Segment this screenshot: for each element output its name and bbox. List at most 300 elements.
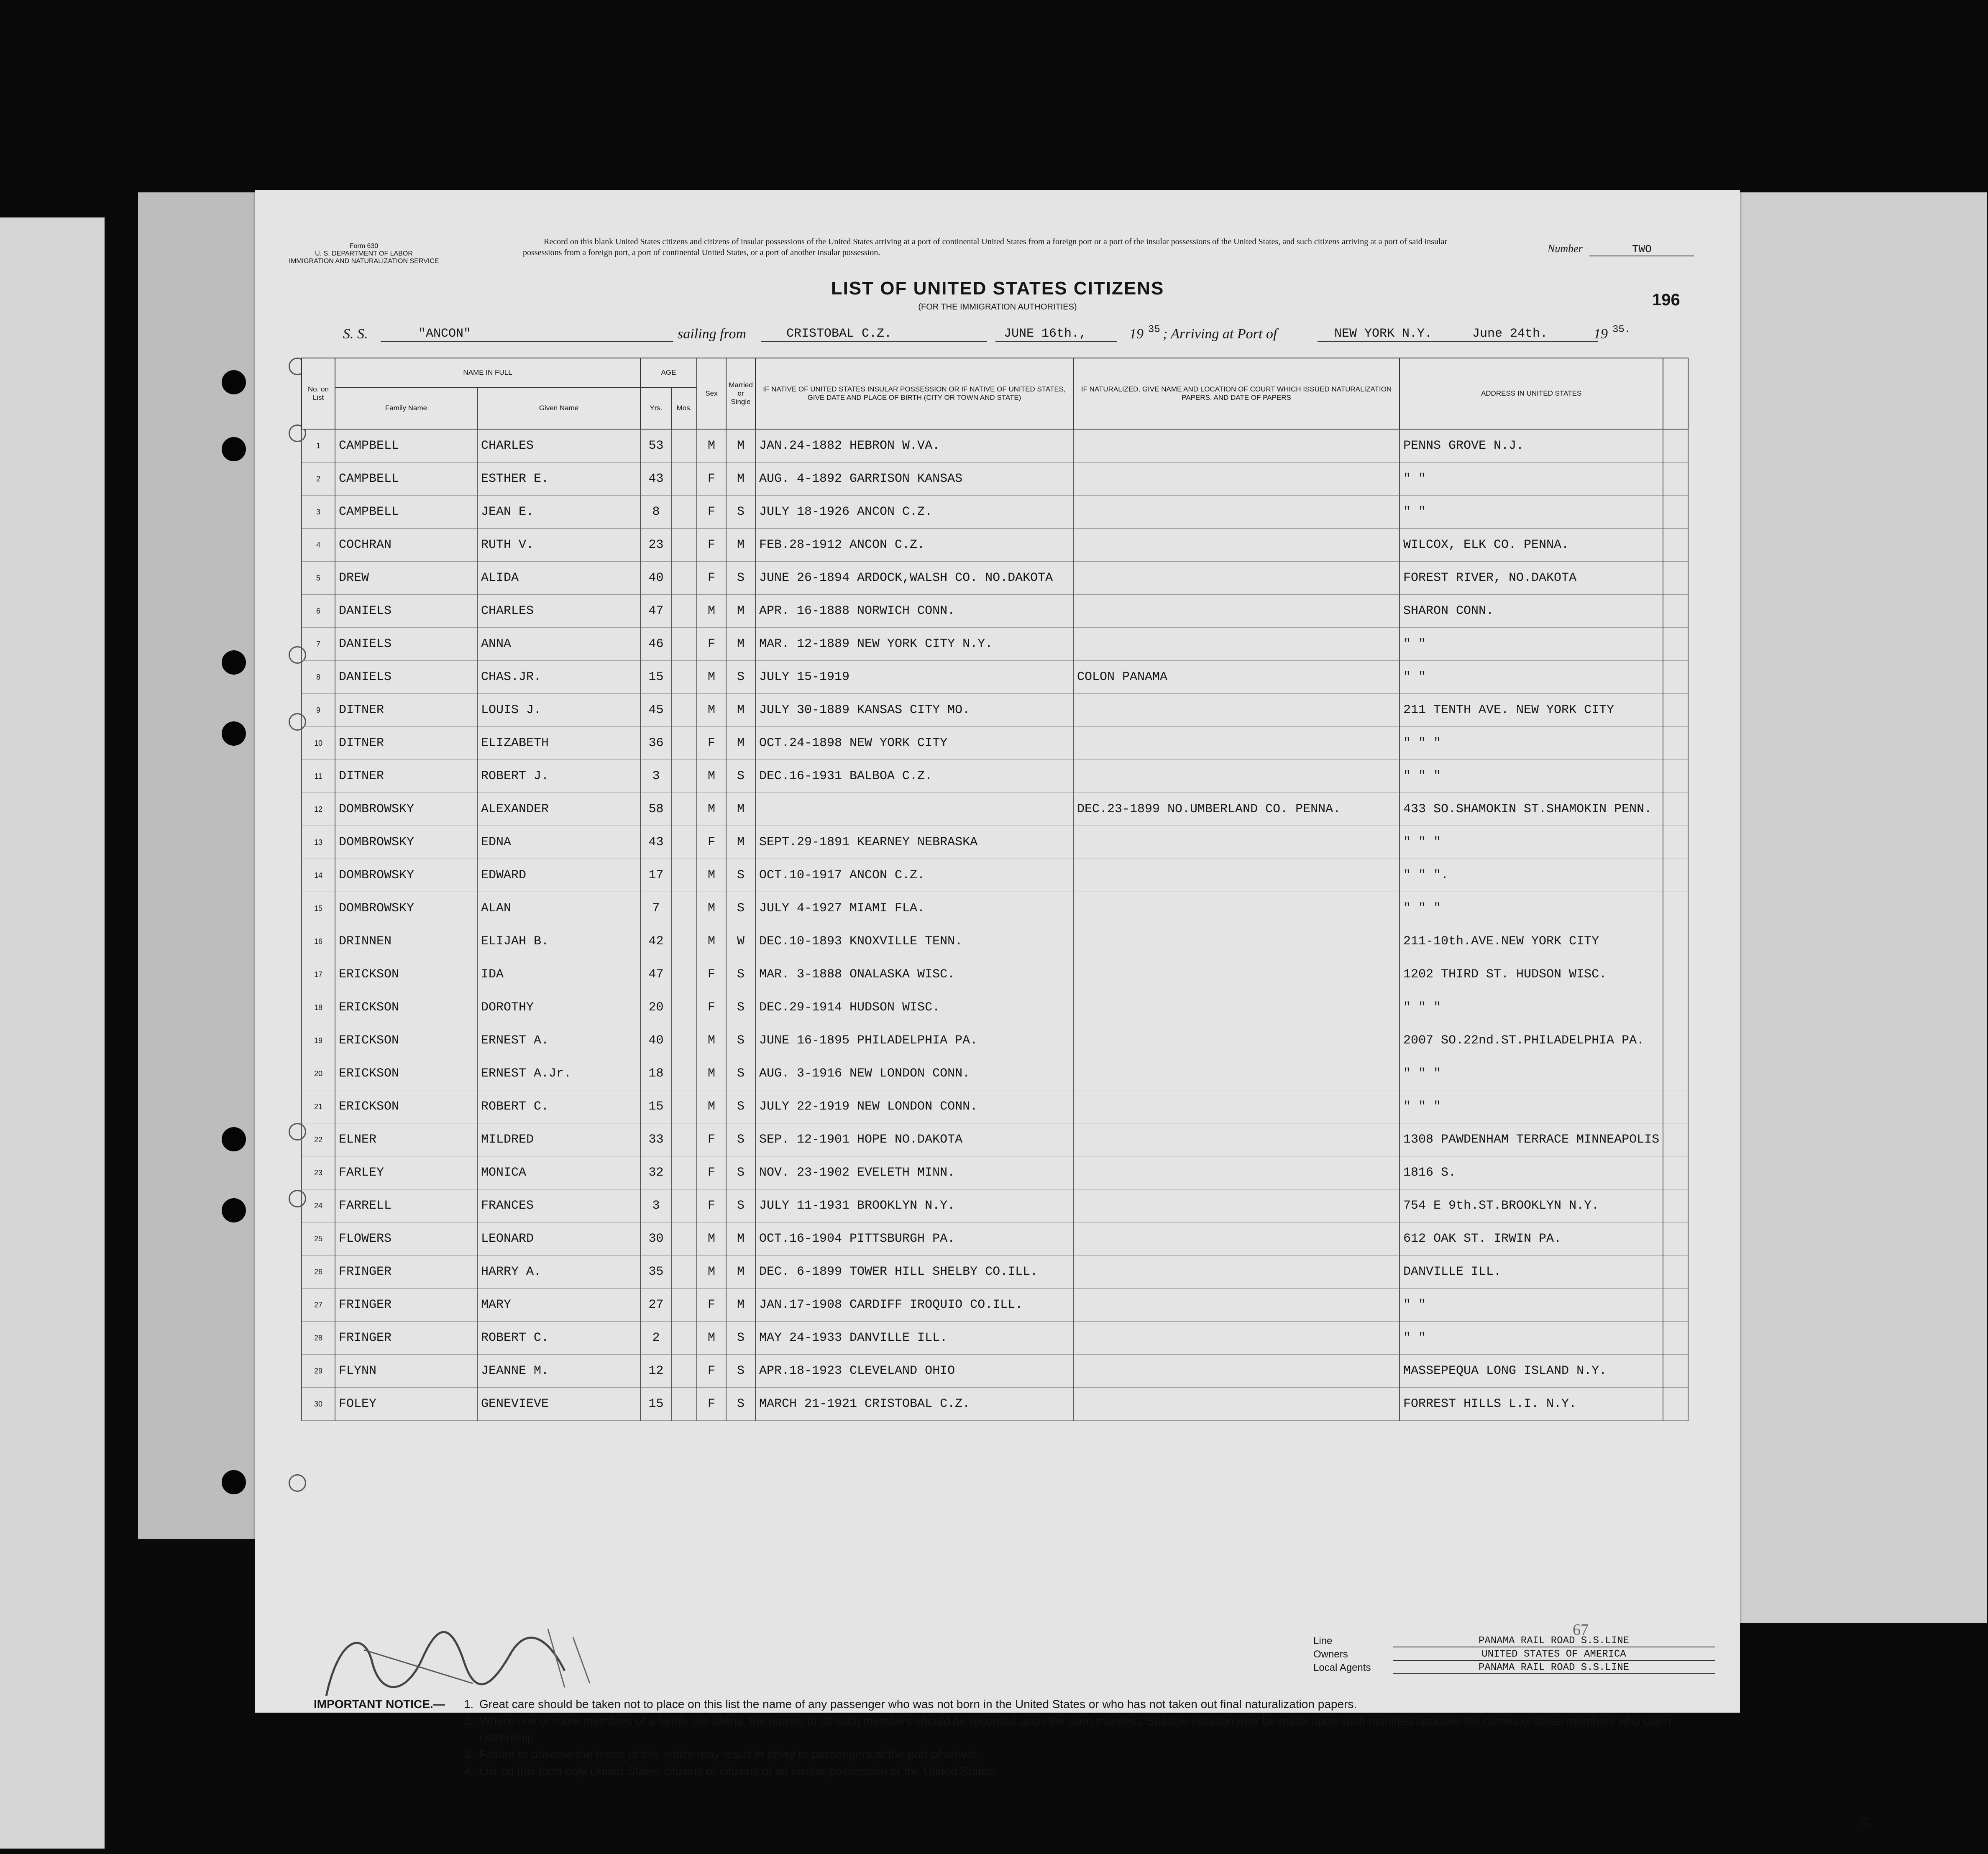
birth-info-cell: MARCH 21-1921 CRISTOBAL C.Z.	[755, 1388, 1073, 1421]
given-name-cell: ALAN	[477, 892, 640, 925]
marital-status-cell: M	[726, 793, 755, 826]
punch-hole	[222, 1127, 246, 1151]
list-number-cell: 7	[302, 628, 335, 661]
given-name-cell: ESTHER E.	[477, 463, 640, 496]
table-row	[302, 1289, 1688, 1322]
col-yrs-header: Yrs.	[640, 387, 672, 429]
blank-cell	[1663, 1222, 1688, 1256]
sex-cell: M	[697, 661, 726, 694]
owners-label: Owners	[1313, 1649, 1348, 1660]
address-cell: SHARON CONN.	[1400, 595, 1663, 628]
given-name-cell: ELIJAH B.	[477, 925, 640, 958]
marital-status-cell: S	[726, 1388, 755, 1421]
table-row	[302, 1355, 1688, 1388]
given-name-cell: ANNA	[477, 628, 640, 661]
age-months-cell	[672, 991, 697, 1024]
from-port: CRISTOBAL C.Z.	[786, 327, 892, 341]
birth-info-cell: FEB.28-1912 ANCON C.Z.	[755, 529, 1073, 562]
list-number-cell: 17	[302, 958, 335, 991]
age-months-cell	[672, 1388, 697, 1421]
punch-hole	[222, 1470, 246, 1494]
sex-cell: F	[697, 463, 726, 496]
address-cell: FORREST HILLS L.I. N.Y.	[1400, 1388, 1663, 1421]
marital-status-cell: S	[726, 1189, 755, 1222]
address-cell: " " "	[1400, 1090, 1663, 1123]
address-cell: " " "	[1400, 760, 1663, 793]
sex-cell: F	[697, 562, 726, 595]
inspector-signature	[314, 1612, 615, 1708]
list-number-cell: 14	[302, 859, 335, 892]
blank-cell	[1663, 429, 1688, 463]
given-name-cell: CHARLES	[477, 429, 640, 463]
sex-cell: F	[697, 1388, 726, 1421]
sail-year: 35	[1148, 324, 1160, 335]
birth-info-cell: JULY 4-1927 MIAMI FLA.	[755, 892, 1073, 925]
naturalization-cell	[1073, 892, 1400, 925]
table-row	[302, 595, 1688, 628]
birth-info-cell: SEP. 12-1901 HOPE NO.DAKOTA	[755, 1123, 1073, 1156]
family-name-cell: DRINNEN	[335, 925, 477, 958]
given-name-cell: ELIZABETH	[477, 727, 640, 760]
col-blank-header	[1663, 358, 1688, 429]
family-name-cell: ERICKSON	[335, 1024, 477, 1057]
age-years-cell: 15	[640, 1090, 672, 1123]
agents-row	[1313, 1662, 1732, 1675]
table-row	[302, 1322, 1688, 1355]
birth-info-cell: SEPT.29-1891 KEARNEY NEBRASKA	[755, 826, 1073, 859]
birth-info-cell: JULY 15-1919	[755, 661, 1073, 694]
birth-info-cell: JULY 11-1931 BROOKLYN N.Y.	[755, 1189, 1073, 1222]
age-months-cell	[672, 1256, 697, 1289]
table-row	[302, 1256, 1688, 1289]
table-row	[302, 859, 1688, 892]
age-months-cell	[672, 1189, 697, 1222]
notice-item: 4. List on this form only United States citizens or citizens of an insular possession of the United States.	[477, 1763, 1694, 1780]
col-name-header: NAME IN FULL	[335, 358, 640, 387]
birth-info-cell: DEC. 6-1899 TOWER HILL SHELBY CO.ILL.	[755, 1256, 1073, 1289]
address-cell: " " "	[1400, 892, 1663, 925]
family-name-cell: FLYNN	[335, 1355, 477, 1388]
marital-status-cell: S	[726, 1322, 755, 1355]
age-months-cell	[672, 496, 697, 529]
list-number-cell: 18	[302, 991, 335, 1024]
age-months-cell	[672, 1123, 697, 1156]
department-name: U. S. DEPARTMENT OF LABOR	[315, 250, 413, 257]
birth-info-cell: NOV. 23-1902 EVELETH MINN.	[755, 1156, 1073, 1189]
family-name-cell: FRINGER	[335, 1256, 477, 1289]
address-cell: " "	[1400, 496, 1663, 529]
given-name-cell: FRANCES	[477, 1189, 640, 1222]
naturalization-cell	[1073, 1222, 1400, 1256]
address-cell: PENNS GROVE N.J.	[1400, 429, 1663, 463]
naturalization-cell	[1073, 958, 1400, 991]
arriving-label: ; Arriving at Port of	[1163, 326, 1277, 342]
age-years-cell: 45	[640, 694, 672, 727]
sail-date: JUNE 16th.,	[1004, 327, 1087, 341]
naturalization-cell	[1073, 1289, 1400, 1322]
list-number-cell: 23	[302, 1156, 335, 1189]
list-number-cell: 26	[302, 1256, 335, 1289]
list-number	[1548, 243, 1723, 256]
marital-status-cell: M	[726, 694, 755, 727]
list-number-cell: 9	[302, 694, 335, 727]
list-number-cell: 13	[302, 826, 335, 859]
address-cell: " " "	[1400, 1057, 1663, 1090]
col-birth-header: IF NATIVE OF UNITED STATES INSULAR POSSESSION OR IF NATIVE OF UNITED STATES, GIVE DATE AND PLACE OF BIRTH (CITY OR TOWN AND STATE)	[755, 358, 1073, 429]
blank-cell	[1663, 1024, 1688, 1057]
blank-cell	[1663, 562, 1688, 595]
sex-cell: M	[697, 1057, 726, 1090]
birth-info-cell: JULY 30-1889 KANSAS CITY MO.	[755, 694, 1073, 727]
birth-info-cell: OCT.16-1904 PITTSBURGH PA.	[755, 1222, 1073, 1256]
blank-cell	[1663, 793, 1688, 826]
family-name-cell: ERICKSON	[335, 958, 477, 991]
birth-info-cell: DEC.29-1914 HUDSON WISC.	[755, 991, 1073, 1024]
age-years-cell: 58	[640, 793, 672, 826]
form-instructions: Record on this blank United States citizens and citizens of insular possessions of the United States arriving at a port of continental United States from a foreign port or a port of the insular possessions of the United States, and such citizens arriving at a port of said insular possessions from a foreign port, a port of continental United States, or a port of another insular possession.	[523, 237, 1448, 257]
notice-list	[460, 1696, 1694, 1780]
naturalization-cell	[1073, 562, 1400, 595]
address-cell: " "	[1400, 1289, 1663, 1322]
ss-label: S. S.	[343, 326, 368, 342]
marital-status-cell: M	[726, 1289, 755, 1322]
family-name-cell: DANIELS	[335, 661, 477, 694]
arrival-port: NEW YORK N.Y.	[1334, 327, 1433, 341]
passenger-table	[301, 358, 1689, 1421]
blank-cell	[1663, 1057, 1688, 1090]
given-name-cell: ROBERT C.	[477, 1322, 640, 1355]
naturalization-cell	[1073, 595, 1400, 628]
list-number-cell: 8	[302, 661, 335, 694]
family-name-cell: DOMBROWSKY	[335, 892, 477, 925]
age-years-cell: 2	[640, 1322, 672, 1355]
age-months-cell	[672, 859, 697, 892]
address-cell: DANVILLE ILL.	[1400, 1256, 1663, 1289]
family-name-cell: ELNER	[335, 1123, 477, 1156]
family-name-cell: DOMBROWSKY	[335, 793, 477, 826]
given-name-cell: MILDRED	[477, 1123, 640, 1156]
owners-value: UNITED STATES OF AMERICA	[1393, 1649, 1715, 1661]
blank-cell	[1663, 463, 1688, 496]
blank-cell	[1663, 991, 1688, 1024]
address-cell: 754 E 9th.ST.BROOKLYN N.Y.	[1400, 1189, 1663, 1222]
passenger-table-wrapper	[301, 358, 1849, 1487]
family-name-cell: CAMPBELL	[335, 496, 477, 529]
given-name-cell: ERNEST A.	[477, 1024, 640, 1057]
table-row	[302, 628, 1688, 661]
naturalization-cell	[1073, 1322, 1400, 1355]
table-row	[302, 1388, 1688, 1421]
sex-cell: M	[697, 1090, 726, 1123]
age-months-cell	[672, 1156, 697, 1189]
agents-label: Local Agents	[1313, 1662, 1371, 1673]
col-mos-header: Mos.	[672, 387, 697, 429]
given-name-cell: EDNA	[477, 826, 640, 859]
naturalization-cell	[1073, 1355, 1400, 1388]
age-years-cell: 43	[640, 826, 672, 859]
naturalization-cell	[1073, 496, 1400, 529]
col-family-header: Family Name	[335, 387, 477, 429]
address-cell: MASSEPEQUA LONG ISLAND N.Y.	[1400, 1355, 1663, 1388]
age-months-cell	[672, 1289, 697, 1322]
age-years-cell: 3	[640, 760, 672, 793]
address-cell: " " "	[1400, 727, 1663, 760]
line-row	[1313, 1635, 1732, 1649]
age-years-cell: 36	[640, 727, 672, 760]
list-number-cell: 15	[302, 892, 335, 925]
age-months-cell	[672, 1322, 697, 1355]
list-number-cell: 4	[302, 529, 335, 562]
naturalization-cell: DEC.23-1899 NO.UMBERLAND CO. PENNA.	[1073, 793, 1400, 826]
naturalization-cell	[1073, 1388, 1400, 1421]
sex-cell: M	[697, 859, 726, 892]
table-row	[302, 925, 1688, 958]
family-name-cell: FOLEY	[335, 1388, 477, 1421]
address-cell: 211-10th.AVE.NEW YORK CITY	[1400, 925, 1663, 958]
number-label: Number	[1548, 243, 1583, 255]
birth-info-cell	[755, 793, 1073, 826]
age-years-cell: 33	[640, 1123, 672, 1156]
marital-status-cell: S	[726, 859, 755, 892]
blank-cell	[1663, 1289, 1688, 1322]
list-number-cell: 6	[302, 595, 335, 628]
given-name-cell: HARRY A.	[477, 1256, 640, 1289]
line-label: Line	[1313, 1635, 1333, 1647]
address-cell: FOREST RIVER, NO.DAKOTA	[1400, 562, 1663, 595]
birth-info-cell: JUNE 16-1895 PHILADELPHIA PA.	[755, 1024, 1073, 1057]
marital-status-cell: M	[726, 826, 755, 859]
blank-cell	[1663, 1189, 1688, 1222]
age-years-cell: 15	[640, 1388, 672, 1421]
list-number-cell: 28	[302, 1322, 335, 1355]
family-name-cell: DITNER	[335, 694, 477, 727]
blank-cell	[1663, 628, 1688, 661]
given-name-cell: ALEXANDER	[477, 793, 640, 826]
address-cell: 1816 S.	[1400, 1156, 1663, 1189]
marital-status-cell: S	[726, 892, 755, 925]
age-years-cell: 46	[640, 628, 672, 661]
col-given-header: Given Name	[477, 387, 640, 429]
blank-cell	[1663, 496, 1688, 529]
birth-info-cell: DEC.16-1931 BALBOA C.Z.	[755, 760, 1073, 793]
address-cell: " " "	[1400, 826, 1663, 859]
printer-code: 14-606	[1861, 1815, 1871, 1828]
table-row	[302, 429, 1688, 463]
table-row	[302, 958, 1688, 991]
family-name-cell: DANIELS	[335, 595, 477, 628]
family-name-cell: DOMBROWSKY	[335, 826, 477, 859]
table-row	[302, 1024, 1688, 1057]
address-cell: 1308 PAWDENHAM TERRACE MINNEAPOLIS	[1400, 1123, 1663, 1156]
naturalization-cell	[1073, 1090, 1400, 1123]
blank-cell	[1663, 760, 1688, 793]
age-years-cell: 32	[640, 1156, 672, 1189]
family-name-cell: FLOWERS	[335, 1222, 477, 1256]
address-cell: 1202 THIRD ST. HUDSON WISC.	[1400, 958, 1663, 991]
list-number-cell: 19	[302, 1024, 335, 1057]
age-months-cell	[672, 1024, 697, 1057]
birth-info-cell: OCT.10-1917 ANCON C.Z.	[755, 859, 1073, 892]
list-number-cell: 27	[302, 1289, 335, 1322]
list-number-cell: 22	[302, 1123, 335, 1156]
sailing-label: sailing from	[678, 326, 747, 342]
sex-cell: F	[697, 1156, 726, 1189]
ship-name: "ANCON"	[418, 327, 471, 341]
age-months-cell	[672, 958, 697, 991]
sex-cell: M	[697, 760, 726, 793]
naturalization-cell	[1073, 991, 1400, 1024]
naturalization-cell	[1073, 1256, 1400, 1289]
list-number-cell: 21	[302, 1090, 335, 1123]
year-prefix: 19	[1129, 326, 1144, 342]
col-no-header: No. on List	[302, 358, 335, 429]
blank-cell	[1663, 529, 1688, 562]
age-months-cell	[672, 628, 697, 661]
age-years-cell: 23	[640, 529, 672, 562]
marital-status-cell: S	[726, 958, 755, 991]
sex-cell: M	[697, 925, 726, 958]
naturalization-cell	[1073, 1156, 1400, 1189]
sex-cell: M	[697, 1322, 726, 1355]
birth-info-cell: JUNE 26-1894 ARDOCK,WALSH CO. NO.DAKOTA	[755, 562, 1073, 595]
sex-cell: M	[697, 793, 726, 826]
address-cell: " "	[1400, 1322, 1663, 1355]
table-row	[302, 694, 1688, 727]
age-months-cell	[672, 694, 697, 727]
family-name-cell: CAMPBELL	[335, 429, 477, 463]
blank-cell	[1663, 1090, 1688, 1123]
year-prefix-2: 19	[1594, 326, 1608, 342]
age-years-cell: 40	[640, 1024, 672, 1057]
marital-status-cell: M	[726, 429, 755, 463]
family-name-cell: FARRELL	[335, 1189, 477, 1222]
line-info	[1313, 1635, 1732, 1675]
sex-cell: M	[697, 595, 726, 628]
blank-cell	[1663, 1388, 1688, 1421]
blank-cell	[1663, 595, 1688, 628]
age-months-cell	[672, 1222, 697, 1256]
marital-status-cell: S	[726, 760, 755, 793]
naturalization-cell	[1073, 628, 1400, 661]
given-name-cell: JEANNE M.	[477, 1355, 640, 1388]
family-name-cell: DITNER	[335, 760, 477, 793]
address-cell: " "	[1400, 463, 1663, 496]
birth-info-cell: APR.18-1923 CLEVELAND OHIO	[755, 1355, 1073, 1388]
sex-cell: F	[697, 958, 726, 991]
age-years-cell: 30	[640, 1222, 672, 1256]
naturalization-cell	[1073, 1024, 1400, 1057]
page-title: LIST OF UNITED STATES CITIZENS	[831, 278, 1164, 299]
passenger-rows	[302, 429, 1688, 1421]
birth-info-cell: APR. 16-1888 NORWICH CONN.	[755, 595, 1073, 628]
sex-cell: F	[697, 1123, 726, 1156]
family-name-cell: CAMPBELL	[335, 463, 477, 496]
blank-cell	[1663, 727, 1688, 760]
naturalization-cell	[1073, 429, 1400, 463]
address-cell: 612 OAK ST. IRWIN PA.	[1400, 1222, 1663, 1256]
given-name-cell: EDWARD	[477, 859, 640, 892]
blank-cell	[1663, 1156, 1688, 1189]
marital-status-cell: M	[726, 529, 755, 562]
marital-status-cell: S	[726, 991, 755, 1024]
sex-cell: F	[697, 628, 726, 661]
form-identifier	[289, 243, 439, 265]
blank-cell	[1663, 1322, 1688, 1355]
naturalization-cell	[1073, 694, 1400, 727]
table-row	[302, 1189, 1688, 1222]
sex-cell: M	[697, 694, 726, 727]
col-marital-header: Married or Single	[726, 358, 755, 429]
family-name-cell: DREW	[335, 562, 477, 595]
address-cell: " " ".	[1400, 859, 1663, 892]
sex-cell: F	[697, 826, 726, 859]
notice-heading: IMPORTANT NOTICE.—	[314, 1698, 445, 1711]
age-months-cell	[672, 661, 697, 694]
punch-hole	[222, 1198, 246, 1222]
naturalization-cell	[1073, 1057, 1400, 1090]
punch-hole	[222, 437, 246, 461]
notice-item: 3. Failure to observe the terms of this notice may result in delay to passengers at the port of arrival.	[477, 1746, 1694, 1763]
birth-info-cell: JULY 18-1926 ANCON C.Z.	[755, 496, 1073, 529]
sex-cell: F	[697, 1355, 726, 1388]
given-name-cell: CHARLES	[477, 595, 640, 628]
birth-info-cell: DEC.10-1893 KNOXVILLE TENN.	[755, 925, 1073, 958]
naturalization-cell	[1073, 826, 1400, 859]
table-row	[302, 1156, 1688, 1189]
punch-hole	[222, 650, 246, 675]
address-cell: 2007 SO.22nd.ST.PHILADELPHIA PA.	[1400, 1024, 1663, 1057]
service-name: IMMIGRATION AND NATURALIZATION SERVICE	[289, 258, 439, 265]
table-row	[302, 727, 1688, 760]
marital-status-cell: M	[726, 463, 755, 496]
marital-status-cell: S	[726, 1123, 755, 1156]
table-row	[302, 1222, 1688, 1256]
list-number-cell: 30	[302, 1388, 335, 1421]
sex-cell: F	[697, 529, 726, 562]
owners-row	[1313, 1649, 1732, 1662]
list-number-cell: 1	[302, 429, 335, 463]
address-cell: 211 TENTH AVE. NEW YORK CITY	[1400, 694, 1663, 727]
birth-info-cell: AUG. 4-1892 GARRISON KANSAS	[755, 463, 1073, 496]
arrival-year: 35.	[1612, 324, 1631, 335]
given-name-cell: MARY	[477, 1289, 640, 1322]
notice-item: 1. Great care should be taken not to place on this list the name of any passenger who was not born in the United States or who has not taken out final naturalization papers.	[477, 1696, 1694, 1713]
sex-cell: M	[697, 892, 726, 925]
naturalization-cell	[1073, 925, 1400, 958]
age-years-cell: 7	[640, 892, 672, 925]
blank-cell	[1663, 1123, 1688, 1156]
table-row	[302, 1123, 1688, 1156]
sex-cell: F	[697, 1289, 726, 1322]
list-number-cell: 3	[302, 496, 335, 529]
family-name-cell: ERICKSON	[335, 1057, 477, 1090]
list-number-cell: 25	[302, 1222, 335, 1256]
age-years-cell: 43	[640, 463, 672, 496]
list-number-cell: 11	[302, 760, 335, 793]
birth-info-cell: OCT.24-1898 NEW YORK CITY	[755, 727, 1073, 760]
table-row	[302, 1090, 1688, 1123]
sex-cell: F	[697, 1189, 726, 1222]
list-number-cell: 10	[302, 727, 335, 760]
given-name-cell: ROBERT C.	[477, 1090, 640, 1123]
list-number-cell: 24	[302, 1189, 335, 1222]
given-name-cell: LOUIS J.	[477, 694, 640, 727]
naturalization-cell	[1073, 1123, 1400, 1156]
notice-item: 2. Where one or more members of a family are aliens, the names of all such members should be recorded upon the alien manifest. Suitable notation may be made upon such manifest opposite the names of those members who claim citizenship.	[477, 1713, 1694, 1746]
naturalization-cell	[1073, 760, 1400, 793]
age-years-cell: 47	[640, 958, 672, 991]
given-name-cell: GENEVIEVE	[477, 1388, 640, 1421]
